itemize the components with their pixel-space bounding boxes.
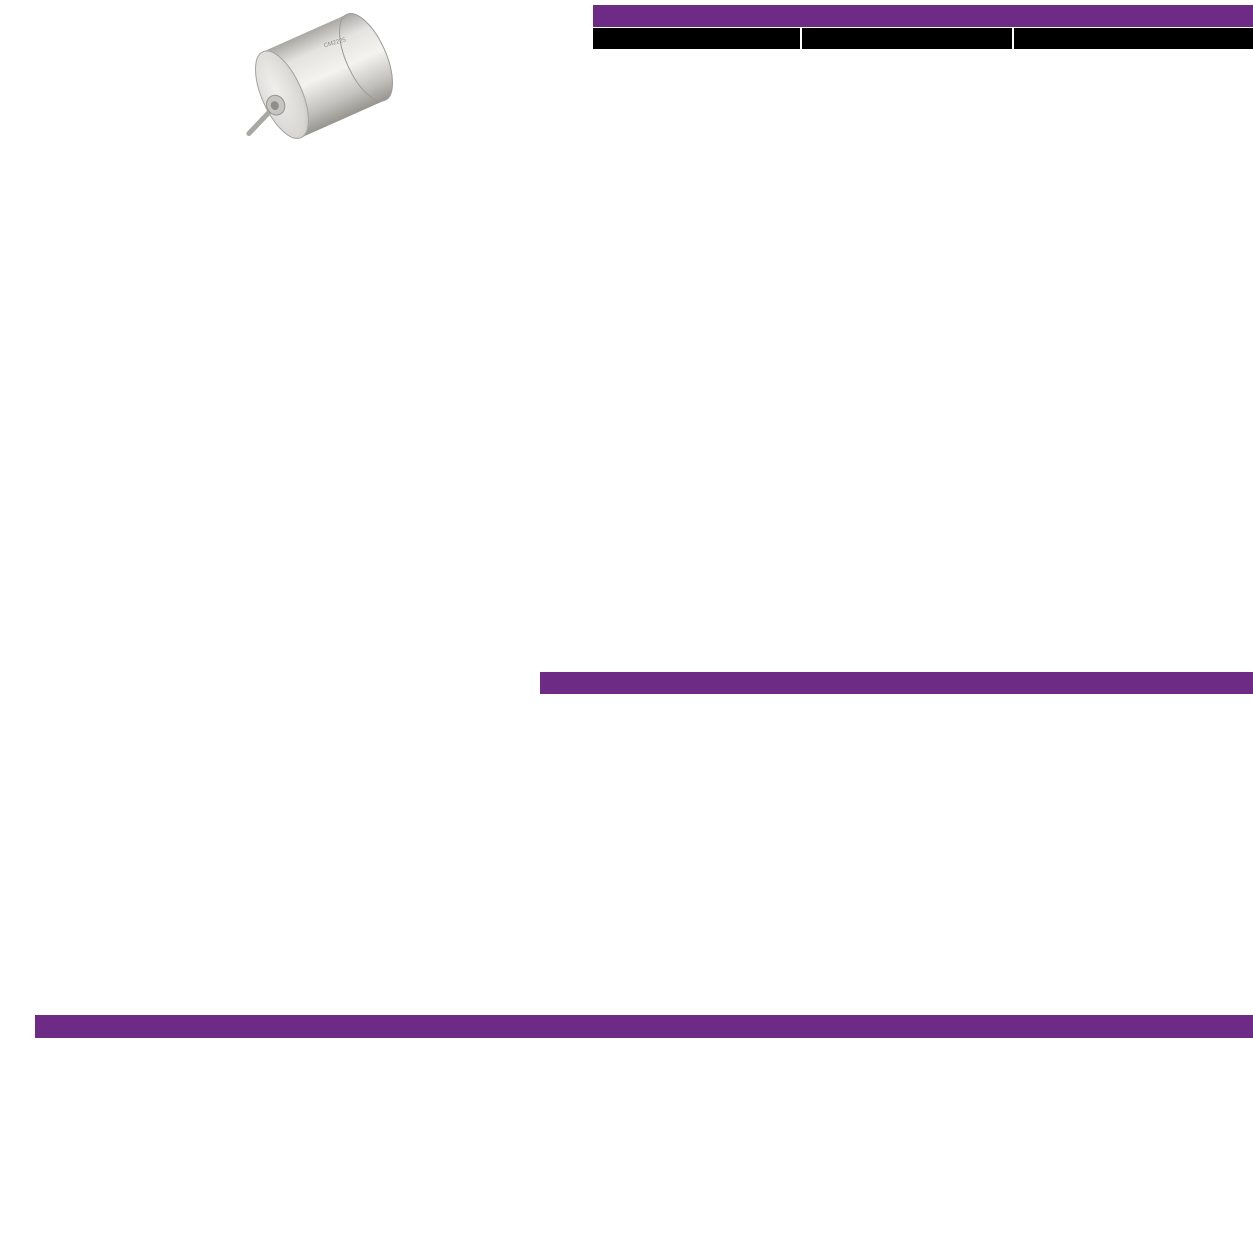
motor-product-image [232,10,412,148]
configuration-header [35,1015,1253,1038]
spec-col-label-blank [593,28,800,49]
spec-col-a-header [802,28,1012,49]
operating-characteristic-chart [540,674,1253,1014]
svg-text:CM2225: CM2225 [323,37,347,50]
spec-col-b-header [1014,28,1253,49]
specifications-header [593,5,1253,27]
